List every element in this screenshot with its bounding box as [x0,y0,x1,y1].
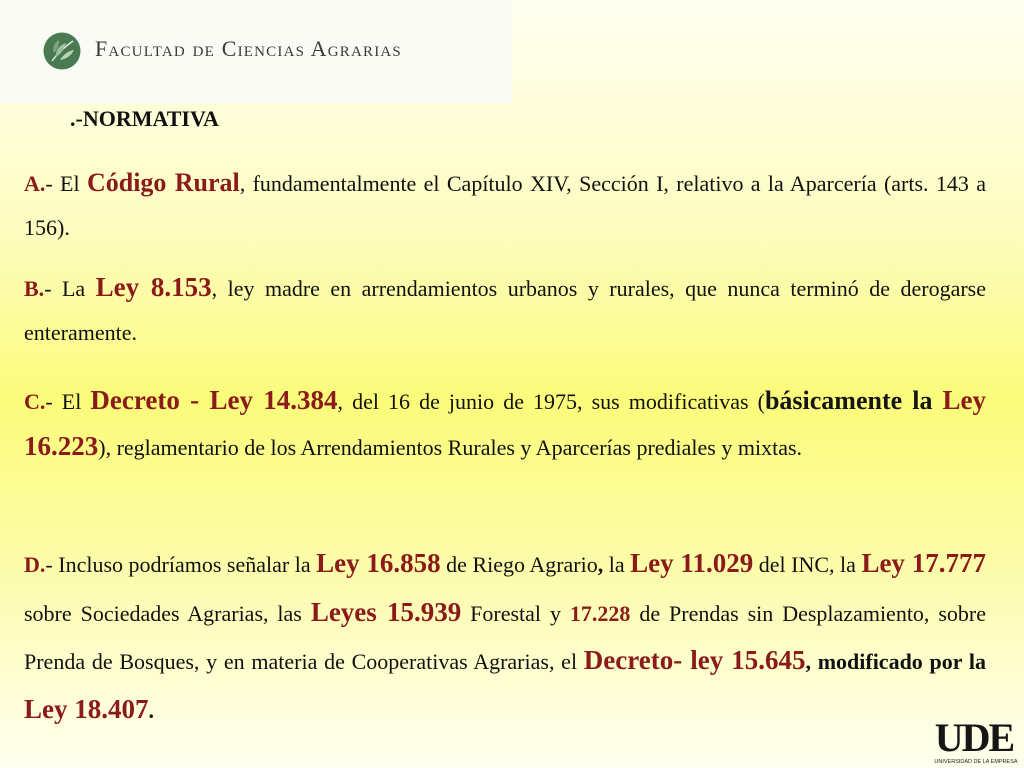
paragraph-d [24,540,986,734]
text: . [148,697,154,723]
law-reference: Código Rural [86,168,240,197]
item-letter: B. [24,276,45,301]
text: , modificado por la [805,649,987,674]
ude-logo [930,715,1020,766]
item-letter: D. [24,552,46,577]
law-reference: Ley 17.777 [861,548,986,578]
faculty-name: Facultad de Ciencias Agrarias [95,36,402,61]
ude-logo-subtitle: UNIVERSIDAD DE LA EMPRESA [934,759,1018,765]
text: , ley madre en arrendamientos urbanos y rurales, que nunca terminó de derogarse enteramente. [24,276,986,345]
text: - La [44,276,96,301]
text: del INC, la [753,552,862,577]
ude-logo-text: UDE [934,715,1014,760]
item-letter: A. [24,171,46,196]
law-reference: Ley 16.223 [24,385,987,461]
paragraph-c [24,378,986,470]
law-reference: Decreto- ley 15.645 [583,645,806,675]
text: , fundamentalmente el Capítulo XIV, Sección I, relativo a la Aparcería (arts. 143 a 156). [24,171,986,240]
emphasis-text: básicamente la [764,386,943,415]
law-reference: Ley 11.029 [630,548,754,578]
text: , del 16 de junio de 1975, sus modificativas ( [337,389,765,414]
text: - El [45,389,91,414]
text: , [597,552,604,577]
text: - Incluso podríamos señalar la [45,552,317,577]
text: Forestal y [461,600,570,626]
law-reference: Ley 16.858 [316,548,441,578]
text: sobre Sociedades Agrarias, las [24,600,311,626]
law-reference: Ley 8.153 [95,272,212,302]
text: - El [45,171,87,196]
text: de Riego Agrario [440,552,598,577]
section-title: .-NORMATIVA [70,106,219,131]
law-reference: 17.228 [569,600,631,626]
text: la [603,552,631,577]
paragraph-a [24,161,986,250]
law-reference: Leyes 15.939 [310,596,462,627]
header-logo-box [0,0,512,103]
text: de Prendas sin Desplazamiento, sobre Prenda de Bosques, y en materia de Cooperativas Agrarias, el [24,600,987,674]
paragraph-b [24,265,986,355]
item-letter: C. [24,389,46,414]
leaf-logo-icon [43,32,81,70]
law-reference: Ley 18.407 [24,693,149,724]
text: ), reglamentario de los Arrendamientos Rurales y Aparcerías prediales y mixtas. [98,435,803,460]
law-reference: Decreto - Ley 14.384 [90,385,338,415]
